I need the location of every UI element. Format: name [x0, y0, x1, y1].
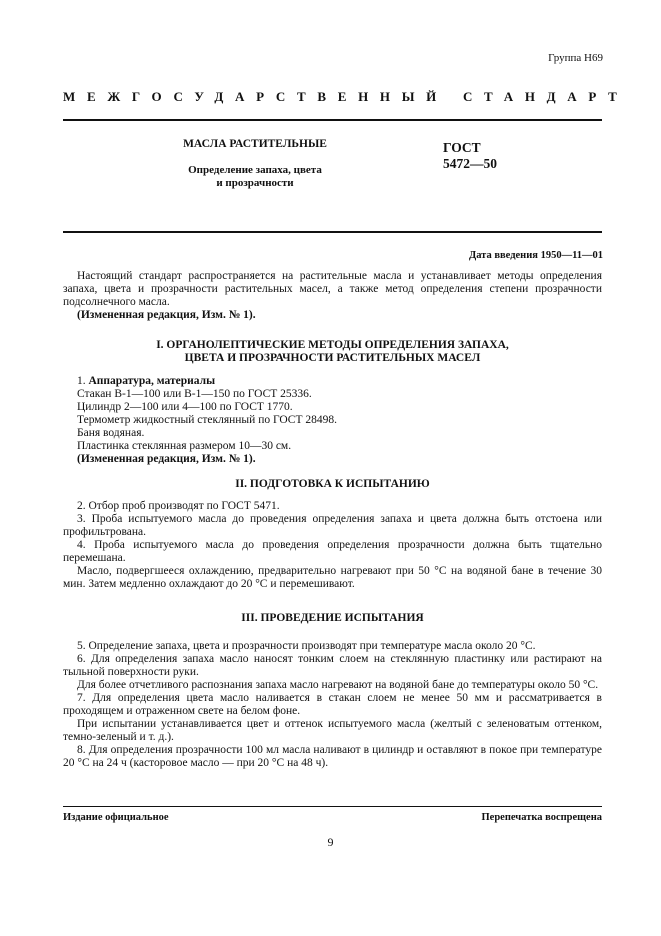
gost-number: 5472—50: [443, 156, 497, 171]
equipment-line: Термометр жидкостный стеклянный по ГОСТ 28498.: [77, 414, 337, 426]
intro-section: [63, 270, 602, 322]
section3-body: [63, 640, 602, 770]
equipment-line: Пластинка стеклянная размером 10—30 см.: [77, 440, 292, 452]
standard-banner: МЕЖГОСУДАРСТВЕННЫЙ СТАНДАРТ: [63, 89, 629, 104]
section3-heading: III. ПРОВЕДЕНИЕ ИСПЫТАНИЯ: [241, 612, 424, 624]
reprint-note: Перепечатка воспрещена: [481, 812, 602, 823]
edition-note: Издание официальное: [63, 812, 169, 823]
footer: [63, 812, 602, 823]
gost-label: ГОСТ: [443, 140, 481, 155]
paragraph-2: 2. Отбор проб производят по ГОСТ 5471.: [77, 500, 280, 512]
intro-amendment: (Измененная редакция, Изм. № 1).: [77, 309, 256, 321]
section1-body: [63, 375, 602, 466]
section1-heading: [63, 339, 602, 365]
equipment-line: Цилиндр 2—100 или 4—100 по ГОСТ 1770.: [77, 401, 293, 413]
paragraph-3: 3. Проба испытуемого масла до проведения определения запаха и цвета должна быть отстоена или профильтрована.: [63, 513, 602, 538]
item1-title: Аппаратура, материалы: [88, 375, 216, 387]
paragraph-7b: При испытании устанавливается цвет и оттенок испытуемого масла (желтый с зеленоватым оттенком, темно-зеленый и т. д.).: [63, 718, 602, 743]
paragraph-4b: Масло, подвергшееся охлаждению, предварительно нагревают при 50 °С на водяной бане в течение 30 мин. Затем медленно охлаждают до 20 °С и перемешивают.: [63, 565, 602, 590]
paragraph-4: 4. Проба испытуемого масла до проведения определения прозрачности должна быть тщательно перемешана.: [63, 539, 602, 564]
introduction-date: Дата введения 1950—11—01: [468, 250, 603, 261]
group-code: Группа Н69: [548, 52, 603, 64]
equipment-line: Стакан В-1—100 или В-1—150 по ГОСТ 25336.: [77, 388, 312, 400]
title-rule: [63, 231, 602, 233]
gost-designation: [443, 140, 523, 172]
section1-heading-line2: ЦВЕТА И ПРОЗРАЧНОСТИ РАСТИТЕЛЬНЫХ МАСЕЛ: [184, 352, 481, 364]
paragraph-8: 8. Для определения прозрачности 100 мл масла наливают в цилиндр и оставляют в покое при температуре 20 °С на 24 ч (касторовое масло — при 20 °С на 48 ч).: [63, 744, 602, 769]
section1-amendment: (Измененная редакция, Изм. № 1).: [77, 453, 256, 465]
item1-number: 1.: [77, 375, 86, 387]
paragraph-6: 6. Для определения запаха масло наносят тонким слоем на стеклянную пластинку или растирают на тыльной поверхности руки.: [63, 653, 602, 678]
section2-heading: II. ПОДГОТОВКА К ИСПЫТАНИЮ: [235, 478, 430, 490]
title-sub-line2: и прозрачности: [216, 177, 294, 189]
section2-body: [63, 500, 602, 591]
intro-paragraph: Настоящий стандарт распространяется на растительные масла и устанавливает методы определения запаха, цвета и прозрачности растительных масел, а также метод определения степени прозрачности подсолнечного масла.: [63, 270, 602, 308]
title-main: МАСЛА РАСТИТЕЛЬНЫЕ: [183, 138, 327, 150]
page-number: 9: [327, 835, 334, 849]
paragraph-6b: Для более отчетливого распознания запаха масло нагревают на водяной бане до температуры около 50 °С.: [77, 679, 599, 691]
section1-heading-line1: I. ОРГАНОЛЕПТИЧЕСКИЕ МЕТОДЫ ОПРЕДЕЛЕНИЯ ЗАПАХА,: [156, 339, 509, 351]
paragraph-5: 5. Определение запаха, цвета и прозрачности производят при температуре масла около 20 °С.: [77, 640, 536, 652]
document-title: [150, 138, 360, 190]
title-sub-line1: Определение запаха, цвета: [188, 164, 322, 176]
equipment-line: Баня водяная.: [77, 427, 145, 439]
paragraph-7: 7. Для определения цвета масло наливается в стакан слоем не менее 50 мм и рассматривается в проходящем и отраженном свете на белом фоне.: [63, 692, 602, 717]
footer-rule: [63, 806, 602, 807]
item1-heading: [63, 375, 602, 388]
top-rule: [63, 119, 602, 121]
